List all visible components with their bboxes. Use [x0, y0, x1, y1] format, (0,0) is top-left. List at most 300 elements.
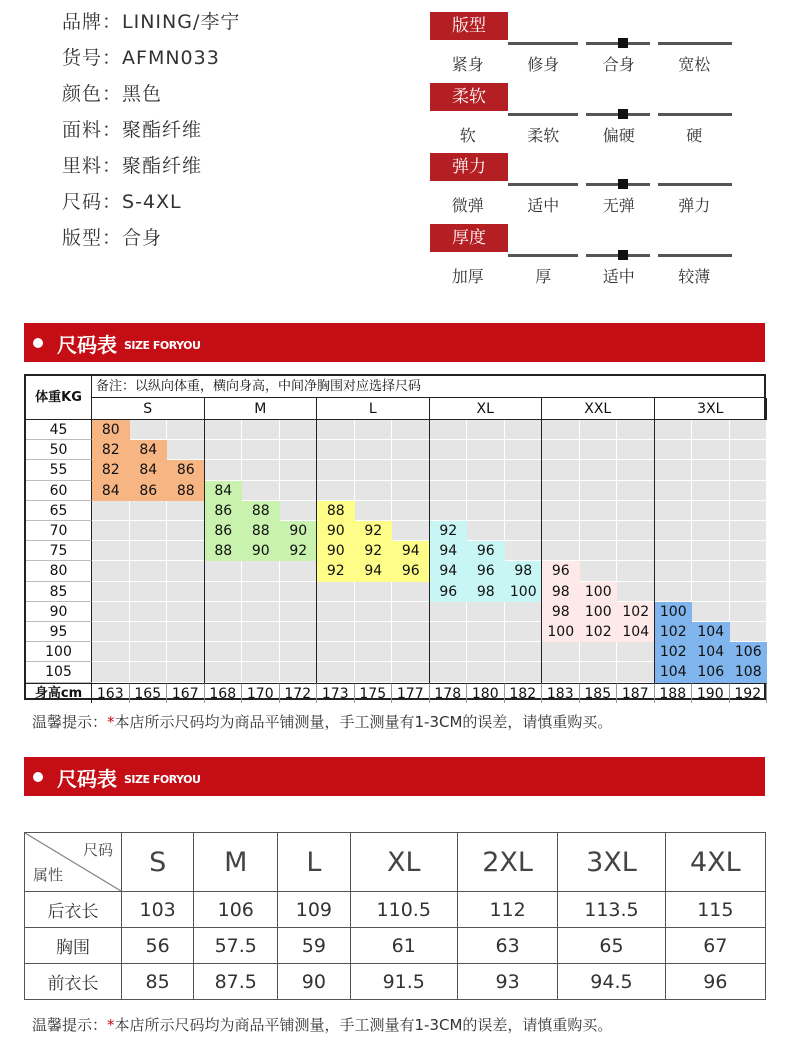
grid-cell — [167, 561, 205, 581]
grid-cell — [580, 521, 618, 541]
attribute-1 — [430, 83, 732, 147]
grid-cell — [205, 622, 243, 642]
grid-cell — [355, 642, 393, 662]
measure-value: 91.5 — [350, 964, 457, 1000]
grid-cell — [130, 501, 168, 521]
grid-cell — [505, 642, 543, 662]
chest-value: 96 — [430, 582, 468, 602]
chest-value: 100 — [542, 622, 580, 642]
chest-value: 84 — [92, 481, 130, 501]
grid-cell — [430, 440, 468, 460]
chest-value: 94 — [392, 541, 430, 561]
chest-value: 84 — [130, 440, 168, 460]
height-label: 178 — [430, 683, 468, 703]
attribute-options — [430, 193, 732, 216]
grid-cell — [317, 460, 355, 480]
weight-label: 90 — [26, 602, 92, 622]
grid-cell — [655, 521, 693, 541]
height-label: 170 — [242, 683, 280, 703]
grid-cell — [617, 662, 655, 682]
chest-value: 102 — [655, 642, 693, 662]
attribute-scale — [430, 113, 732, 116]
chest-value: 104 — [692, 622, 730, 642]
weight-label: 45 — [26, 420, 92, 440]
grid-cell — [730, 622, 768, 642]
measure-value: 112 — [457, 892, 557, 928]
scale-segment — [658, 183, 732, 186]
measure-row — [25, 964, 766, 1000]
measure-value: 115 — [665, 892, 765, 928]
info-label: 面料： — [62, 119, 123, 141]
grid-cell — [242, 622, 280, 642]
grid-cell — [92, 662, 130, 682]
attribute-title: 弹力 — [430, 153, 508, 181]
grid-cell — [617, 440, 655, 460]
grid-cell — [355, 602, 393, 622]
grid-cell — [355, 622, 393, 642]
measure-value: 109 — [278, 892, 350, 928]
weight-label: 70 — [26, 521, 92, 541]
attribute-option: 较薄 — [678, 267, 711, 286]
attribute-option: 加厚 — [451, 267, 484, 286]
measure-value: 57.5 — [194, 928, 278, 964]
grid-cell — [467, 481, 505, 501]
grid-cell — [692, 440, 730, 460]
grid-cell — [392, 582, 430, 602]
note-2 — [32, 1014, 612, 1035]
chest-value: 90 — [242, 541, 280, 561]
info-row — [62, 188, 240, 224]
grid-cell — [730, 481, 768, 501]
measure-value: 103 — [122, 892, 194, 928]
chest-value: 94 — [430, 541, 468, 561]
grid-cell — [317, 481, 355, 501]
attribute-scale — [430, 42, 732, 45]
attribute-title: 厚度 — [430, 224, 508, 252]
grid-cell — [242, 420, 280, 440]
grid-cell — [505, 541, 543, 561]
grid-cell — [167, 541, 205, 561]
attribute-option: 柔软 — [527, 126, 560, 145]
grid-cell — [655, 420, 693, 440]
chest-value: 98 — [542, 602, 580, 622]
grid-cell — [280, 460, 318, 480]
scale-segment — [658, 113, 732, 116]
grid-cell — [392, 521, 430, 541]
chest-value: 88 — [242, 521, 280, 541]
chest-value: 98 — [542, 582, 580, 602]
grid-cell — [317, 622, 355, 642]
grid-cell — [655, 501, 693, 521]
size-chart-banner — [24, 323, 765, 362]
grid-cell — [92, 622, 130, 642]
banner-title: 尺码表 — [57, 333, 117, 357]
attribute-scale — [430, 254, 732, 257]
grid-cell — [692, 481, 730, 501]
grid-cell — [167, 622, 205, 642]
grid-cell — [542, 662, 580, 682]
chest-value: 94 — [430, 561, 468, 581]
grid-cell — [430, 460, 468, 480]
grid-cell — [130, 642, 168, 662]
height-label: 172 — [280, 683, 318, 703]
grid-cell — [167, 602, 205, 622]
grid-cell — [617, 582, 655, 602]
measure-size-header: L — [278, 833, 350, 892]
grid-cell — [655, 561, 693, 581]
weight-label: 65 — [26, 501, 92, 521]
grid-cell — [655, 481, 693, 501]
measure-value: 61 — [350, 928, 457, 964]
corner-size-label: 尺码 — [82, 841, 113, 859]
grid-cell — [617, 541, 655, 561]
scale-segment — [508, 254, 578, 257]
attribute-option: 厚 — [535, 267, 552, 286]
size-header: XXL — [542, 398, 655, 420]
grid-cell — [167, 521, 205, 541]
grid-cell — [205, 440, 243, 460]
grid-cell — [130, 622, 168, 642]
info-label: 里料： — [62, 155, 123, 177]
size-header: 3XL — [655, 398, 768, 420]
grid-cell — [467, 662, 505, 682]
chest-value: 92 — [280, 541, 318, 561]
grid-cell — [730, 561, 768, 581]
attribute-option: 硬 — [686, 126, 703, 145]
height-label: 173 — [317, 683, 355, 703]
grid-cell — [317, 420, 355, 440]
measure-value: 110.5 — [350, 892, 457, 928]
info-value: 合身 — [122, 227, 163, 249]
chest-value: 88 — [242, 501, 280, 521]
measure-value: 87.5 — [194, 964, 278, 1000]
grid-cell — [467, 521, 505, 541]
grid-cell — [692, 602, 730, 622]
grid-cell — [617, 642, 655, 662]
grid-cell — [92, 582, 130, 602]
grid-cell — [505, 440, 543, 460]
chart-remark: 备注：以纵向体重，横向身高，中间净胸围对应选择尺码 — [92, 376, 764, 398]
grid-cell — [617, 501, 655, 521]
chest-value: 92 — [355, 541, 393, 561]
grid-cell — [130, 420, 168, 440]
weight-label: 105 — [26, 662, 92, 682]
grid-cell — [205, 460, 243, 480]
chest-value: 96 — [467, 541, 505, 561]
scale-segment — [658, 42, 732, 45]
grid-cell — [392, 420, 430, 440]
grid-cell — [580, 460, 618, 480]
banner-title: 尺码表 — [57, 767, 117, 791]
grid-cell — [730, 440, 768, 460]
grid-cell — [205, 561, 243, 581]
grid-cell — [467, 622, 505, 642]
size-divider — [429, 398, 430, 683]
chest-value: 90 — [280, 521, 318, 541]
info-label: 颜色： — [62, 83, 123, 105]
attribute-options — [430, 264, 732, 287]
scale-segment — [508, 113, 578, 116]
grid-cell — [467, 460, 505, 480]
chest-value: 102 — [580, 622, 618, 642]
chest-value: 108 — [730, 662, 768, 682]
grid-cell — [242, 440, 280, 460]
measure-value: 63 — [457, 928, 557, 964]
weight-label: 95 — [26, 622, 92, 642]
measure-row-name: 胸围 — [25, 928, 122, 964]
grid-cell — [130, 602, 168, 622]
chest-value: 86 — [167, 460, 205, 480]
grid-cell — [430, 481, 468, 501]
grid-cell — [730, 541, 768, 561]
grid-cell — [467, 420, 505, 440]
grid-cell — [355, 460, 393, 480]
grid-cell — [580, 561, 618, 581]
attribute-option: 软 — [459, 126, 476, 145]
grid-cell — [205, 582, 243, 602]
height-label: 187 — [617, 683, 655, 703]
chest-value: 88 — [317, 501, 355, 521]
measure-value: 65 — [558, 928, 665, 964]
grid-cell — [130, 541, 168, 561]
chest-value: 100 — [580, 602, 618, 622]
grid-cell — [280, 602, 318, 622]
grid-cell — [280, 642, 318, 662]
measure-value: 93 — [457, 964, 557, 1000]
grid-cell — [280, 561, 318, 581]
info-value: 聚酯纤维 — [122, 119, 203, 141]
info-row — [62, 224, 240, 260]
note-star: * — [107, 713, 115, 731]
measure-size-header: S — [122, 833, 194, 892]
grid-cell — [242, 662, 280, 682]
size-divider — [654, 398, 655, 683]
attribute-option: 微弹 — [451, 196, 484, 215]
grid-cell — [130, 582, 168, 602]
height-label: 167 — [167, 683, 205, 703]
grid-cell — [692, 541, 730, 561]
grid-cell — [655, 582, 693, 602]
grid-cell — [580, 481, 618, 501]
grid-cell — [655, 440, 693, 460]
info-label: 品牌： — [62, 11, 123, 33]
note-prefix: 温馨提示： — [32, 1016, 108, 1034]
bullet-icon — [33, 338, 43, 348]
chest-value: 84 — [205, 481, 243, 501]
grid-cell — [205, 420, 243, 440]
grid-cell — [355, 582, 393, 602]
grid-cell — [730, 460, 768, 480]
grid-cell — [617, 561, 655, 581]
measurement-table — [24, 832, 766, 1000]
size-header: S — [92, 398, 205, 420]
note-prefix: 温馨提示： — [32, 713, 108, 731]
grid-cell — [355, 501, 393, 521]
chest-value: 82 — [92, 460, 130, 480]
attribute-option: 适中 — [602, 267, 635, 286]
grid-cell — [505, 481, 543, 501]
chest-value: 104 — [692, 642, 730, 662]
size-divider — [204, 398, 205, 683]
chest-value: 86 — [130, 481, 168, 501]
attribute-option: 弹力 — [678, 196, 711, 215]
grid-cell — [617, 460, 655, 480]
grid-cell — [167, 582, 205, 602]
height-label: 163 — [92, 683, 130, 703]
grid-cell — [467, 440, 505, 460]
grid-cell — [130, 521, 168, 541]
grid-cell — [355, 481, 393, 501]
height-label: 168 — [205, 683, 243, 703]
banner-subtitle: SIZE FORYOU — [124, 339, 201, 352]
chest-value: 92 — [355, 521, 393, 541]
chest-value: 82 — [92, 440, 130, 460]
attribute-option: 偏硬 — [602, 126, 635, 145]
info-value: 黑色 — [122, 83, 163, 105]
chest-value: 90 — [317, 541, 355, 561]
measure-value: 59 — [278, 928, 350, 964]
grid-cell — [617, 521, 655, 541]
corner-attr-label: 属性 — [33, 866, 64, 884]
measure-value: 56 — [122, 928, 194, 964]
height-label: 180 — [467, 683, 505, 703]
chest-value: 100 — [505, 582, 543, 602]
height-label: 177 — [392, 683, 430, 703]
chest-value: 94 — [355, 561, 393, 581]
grid-cell — [280, 440, 318, 460]
grid-cell — [167, 501, 205, 521]
grid-cell — [430, 420, 468, 440]
note-text: 本店所示尺码均为商品平铺测量，手工测量有1-3CM的误差，请慎重购买。 — [114, 1016, 613, 1034]
grid-cell — [542, 440, 580, 460]
weight-label: 85 — [26, 582, 92, 602]
grid-cell — [280, 481, 318, 501]
grid-cell — [542, 521, 580, 541]
grid-cell — [130, 561, 168, 581]
grid-cell — [467, 602, 505, 622]
height-label: 190 — [692, 683, 730, 703]
banner-subtitle: SIZE FORYOU — [124, 773, 201, 786]
weight-label: 60 — [26, 481, 92, 501]
attribute-option: 紧身 — [451, 55, 484, 74]
grid-cell — [242, 642, 280, 662]
scale-marker — [618, 250, 628, 260]
grid-cell — [542, 420, 580, 440]
weight-label: 50 — [26, 440, 92, 460]
chest-value: 100 — [655, 602, 693, 622]
chest-value: 102 — [617, 602, 655, 622]
grid-cell — [167, 440, 205, 460]
size-header: XL — [430, 398, 543, 420]
chest-value: 98 — [467, 582, 505, 602]
weight-label: 100 — [26, 642, 92, 662]
note-star: * — [107, 1016, 115, 1034]
height-label: 175 — [355, 683, 393, 703]
chest-value: 104 — [617, 622, 655, 642]
grid-cell — [580, 501, 618, 521]
info-label: 货号： — [62, 47, 123, 69]
grid-cell — [317, 642, 355, 662]
grid-cell — [505, 460, 543, 480]
chest-value: 86 — [205, 501, 243, 521]
attribute-title: 版型 — [430, 12, 508, 40]
info-label: 版型： — [62, 227, 123, 249]
info-value: AFMN033 — [122, 47, 220, 69]
grid-cell — [430, 501, 468, 521]
grid-cell — [505, 501, 543, 521]
grid-cell — [692, 501, 730, 521]
chest-value: 100 — [580, 582, 618, 602]
weight-header: 体重KG — [26, 376, 92, 420]
scale-marker — [618, 179, 628, 189]
info-row — [62, 8, 240, 44]
chest-value: 106 — [692, 662, 730, 682]
measure-row-name: 后衣长 — [25, 892, 122, 928]
grid-cell — [505, 420, 543, 440]
grid-cell — [730, 521, 768, 541]
scale-segment — [508, 183, 578, 186]
measure-size-header: 4XL — [665, 833, 765, 892]
grid-cell — [242, 460, 280, 480]
chest-value: 102 — [655, 622, 693, 642]
grid-cell — [542, 541, 580, 561]
chest-value: 98 — [505, 561, 543, 581]
chest-value: 80 — [92, 420, 130, 440]
scale-marker — [618, 38, 628, 48]
chest-value: 96 — [392, 561, 430, 581]
grid-cell — [505, 622, 543, 642]
size-divider — [541, 398, 542, 683]
grid-cell — [655, 541, 693, 561]
info-row — [62, 44, 240, 80]
measure-value: 85 — [122, 964, 194, 1000]
grid-cell — [430, 642, 468, 662]
info-row — [62, 80, 240, 116]
grid-cell — [692, 460, 730, 480]
weight-label: 80 — [26, 561, 92, 581]
grid-cell — [392, 481, 430, 501]
grid-cell — [392, 501, 430, 521]
attribute-3 — [430, 224, 732, 288]
measure-row — [25, 892, 766, 928]
corner-diagonal — [25, 833, 121, 891]
attribute-option: 修身 — [527, 55, 560, 74]
product-info — [62, 8, 240, 260]
measure-value: 113.5 — [558, 892, 665, 928]
weight-label: 75 — [26, 541, 92, 561]
grid-cell — [392, 622, 430, 642]
grid-cell — [430, 662, 468, 682]
grid-cell — [392, 460, 430, 480]
measure-value: 96 — [665, 964, 765, 1000]
height-label: 165 — [130, 683, 168, 703]
chest-value: 88 — [205, 541, 243, 561]
measure-row — [25, 928, 766, 964]
grid-cell — [355, 420, 393, 440]
size-header: M — [205, 398, 318, 420]
grid-cell — [280, 622, 318, 642]
grid-cell — [542, 642, 580, 662]
grid-cell — [355, 662, 393, 682]
attribute-option: 合身 — [602, 55, 635, 74]
grid-cell — [467, 642, 505, 662]
grid-cell — [92, 642, 130, 662]
grid-cell — [542, 460, 580, 480]
info-row — [62, 152, 240, 188]
grid-cell — [167, 662, 205, 682]
grid-cell — [692, 582, 730, 602]
measure-size-header: 3XL — [558, 833, 665, 892]
